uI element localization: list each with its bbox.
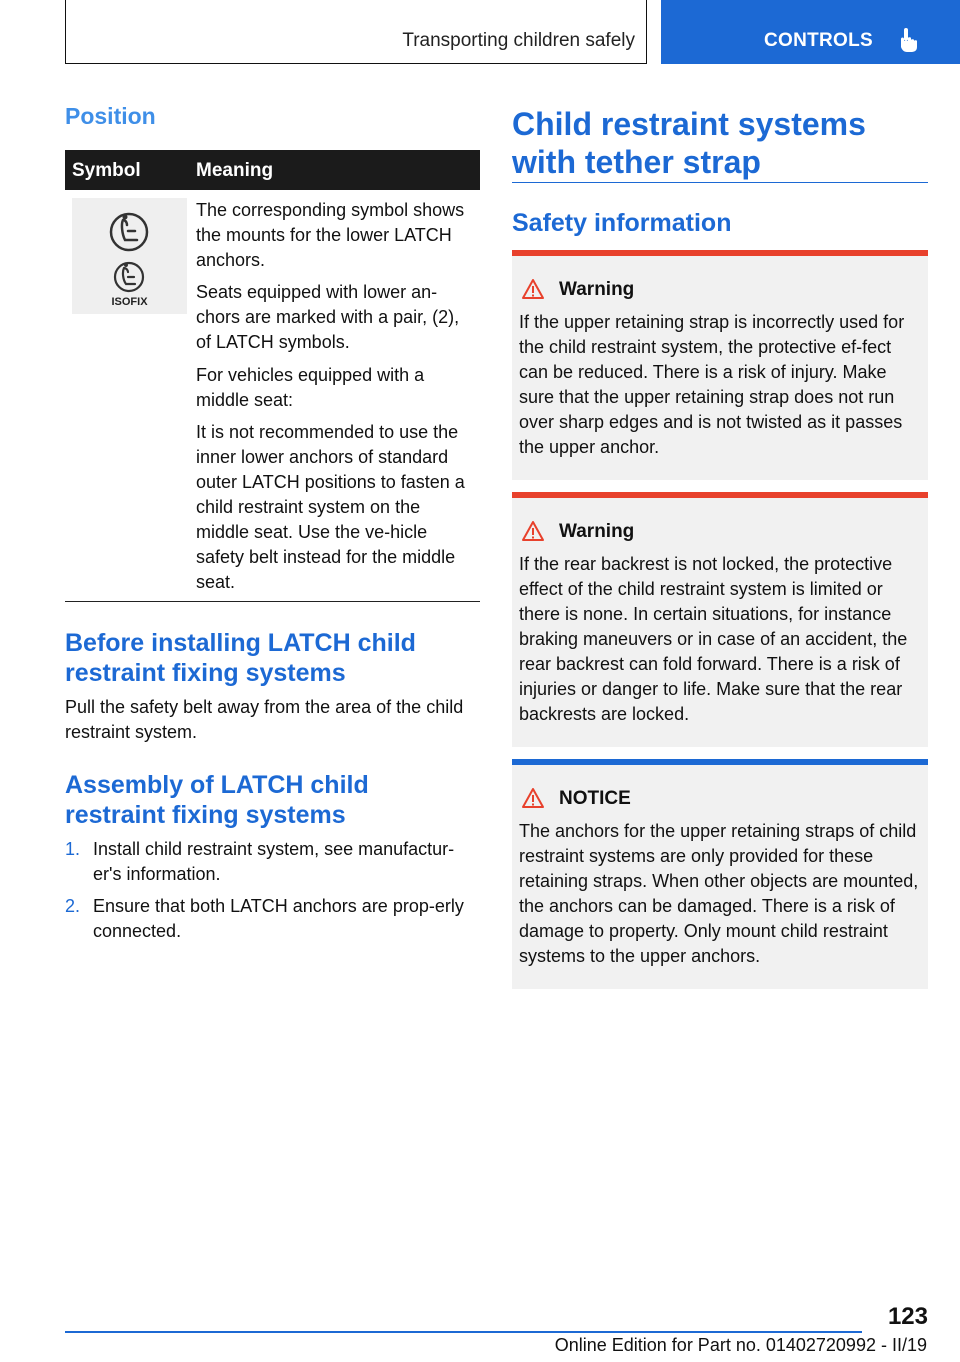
position-heading: Position — [65, 103, 156, 129]
meaning-paragraph: For vehicles equipped with a middle seat: — [196, 365, 425, 410]
warning-bar — [512, 250, 928, 256]
before-installing-text: Pull the safety belt away from the area of the child restraint system. — [65, 697, 464, 742]
warning-text: If the upper retaining strap is incorrectly used for the child restraint system, the protective ef-fect can be reduced. There is a risk of injury. Make sure that the upper retaining strap does not run over sharp edges and is not twisted as it passes the upper anchor. — [519, 312, 905, 457]
header-section-title: Transporting children safely — [402, 30, 635, 51]
warning-box — [512, 492, 928, 747]
warning-triangle-icon — [521, 520, 545, 542]
notice-box — [512, 759, 928, 989]
warning-text: If the rear backrest is not locked, the protective effect of the child restraint system is limited or there is none. In certain situations, for instance braking maneuvers or in case of an accident, the rear backrest can fold forward. There is a risk of injuries or danger to life. Make sure that the rear backrests are locked. — [519, 554, 908, 724]
notice-bar — [512, 759, 928, 765]
warning-box — [512, 250, 928, 480]
edition-text: Online Edition for Part no. 01402720992 - II/19 — [554, 1335, 927, 1355]
tether-strap-heading: Child restraint systems with tether strap — [512, 106, 866, 180]
controls-tab-label[interactable]: CONTROLS — [764, 30, 874, 51]
notice-title: NOTICE — [559, 788, 631, 809]
step-text: Install child restraint system, see manufactur-er's information. — [93, 839, 455, 884]
meaning-paragraph: The corresponding symbol shows the mounts for the lower LATCH anchors. — [196, 200, 465, 270]
warning-bar — [512, 492, 928, 498]
table-header-meaning: Meaning — [196, 160, 274, 181]
notice-triangle-icon — [521, 787, 545, 809]
isofix-label: ISOFIX — [111, 296, 148, 308]
meaning-paragraph: It is not recommended to use the inner lower anchors of standard outer LATCH positions to fasten a child restraint system on the middle seat. Use the ve-hicle safety belt instead for the middle seat. — [196, 422, 465, 592]
warning-title: Warning — [559, 521, 635, 542]
table-bottom-rule — [65, 601, 480, 602]
step-text: Ensure that both LATCH anchors are prop-erly connected. — [93, 896, 464, 941]
latch-symbol-cell — [72, 198, 187, 314]
heading-rule — [512, 182, 928, 183]
step-number: 2. — [65, 896, 81, 916]
warning-triangle-icon — [521, 278, 545, 300]
footer-rule — [65, 1331, 862, 1333]
meaning-paragraph: Seats equipped with lower an-chors are marked with a pair, (2), of LATCH symbols. — [196, 282, 460, 352]
table-header-symbol: Symbol — [72, 160, 141, 181]
step-number: 1. — [65, 839, 81, 859]
safety-information-heading: Safety information — [512, 209, 732, 237]
assembly-heading: Assembly of LATCH child restraint fixing systems — [65, 771, 369, 829]
notice-text: The anchors for the upper retaining straps of child restraint systems are only provided for these retaining straps. When other objects are mounted, the anchors can be damaged. There is a risk of damage to property. Only mount child restraint systems to the upper anchors. — [519, 821, 919, 966]
page-number: 123 — [887, 1303, 928, 1330]
warning-title: Warning — [559, 279, 635, 300]
before-installing-heading: Before installing LATCH child restraint fixing systems — [65, 629, 416, 687]
pointing-hand-icon — [897, 27, 919, 53]
